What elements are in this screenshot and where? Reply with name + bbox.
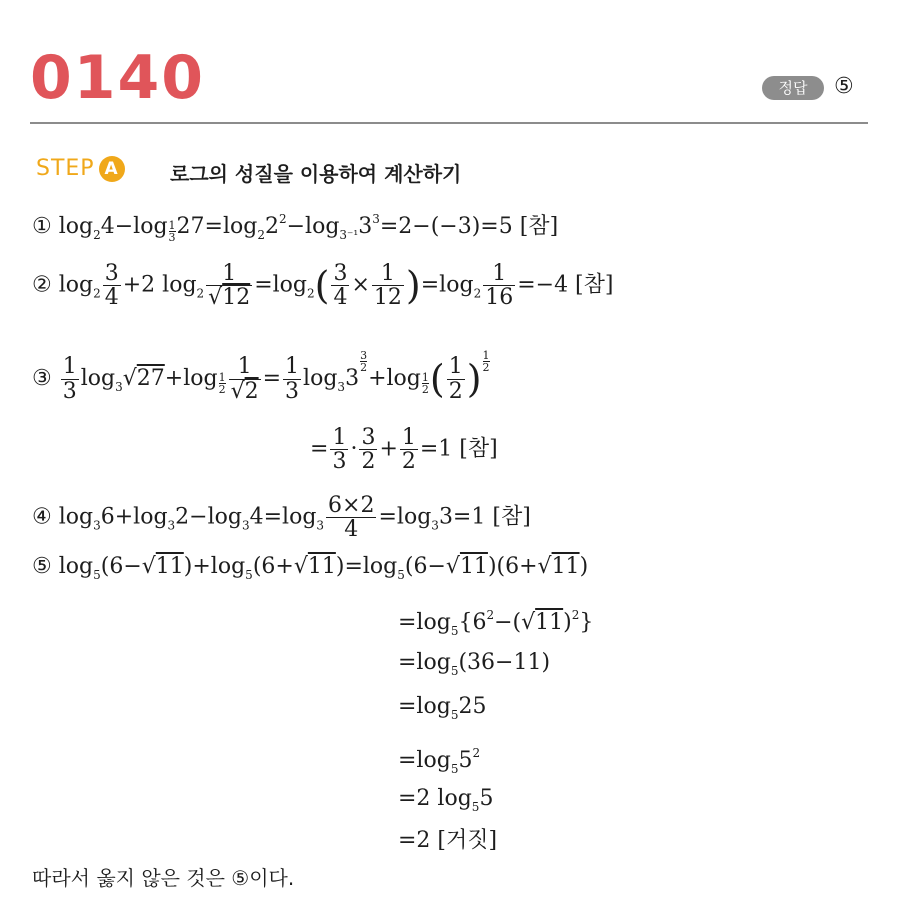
conclusion: 따라서 옳지 않은 것은 ⑤이다.: [32, 866, 295, 890]
step-badge: A: [99, 156, 125, 182]
step-label: [36, 156, 125, 182]
item-5: ⑤ $\log_5(6-√11)+\log_5(6+√11)=\log_5(6-√11)(6+√11)$: [32, 554, 589, 582]
item-4: ④ $\log_36+\log_32-\log_34=\log_3$ $\frac{6\times 2}{4}$ $=\log_33=1$ [참]: [32, 493, 531, 543]
item-5-step-2: $=\log_5(36-11)$: [398, 650, 551, 678]
item-3-cont: = $\frac{1}{3}$ · $\frac{3}{2}$ + $\frac{1}{2}$ =1 [참]: [310, 425, 498, 475]
item-5-step-1: $=\log_5\{6^2-(√11)^2\}$: [398, 608, 594, 638]
step-title: 로그의 성질을 이용하여 계산하기: [170, 162, 462, 186]
answer-value: ⑤: [834, 74, 854, 99]
item-5-step-3: $=\log_525$: [398, 694, 487, 722]
item-1: ① $\log_24-\log$ $\frac{1}{3}$ $27=\log_22^2-\log_{3^{-1}}3^3=2-(-3)=5$ [참]: [32, 212, 559, 244]
answer-badge: 정답: [762, 76, 824, 100]
step-text: STEP: [36, 156, 95, 181]
item-5-step-6: =2 [거짓]: [398, 828, 498, 853]
item-5-step-5: =2 $\log_55$: [398, 786, 494, 814]
item-2: ② $\log_2$ $\frac{3}{4}$ +2 $\log_2$ $\frac{1}{√12}$ $=\log_2$( $\frac{3}{4}$ × $\frac{1}{12}$ )$=\log_2$ $\frac{1}{16}$ =−4 [참]: [32, 261, 614, 311]
item-3: ③ $\frac{1}{3}$ $\log_3√27+\log$ $\frac{1}{2}$ $\frac{1}{√2}$ = $\frac{1}{3}$ $\log_33$ $\frac{3}{2}$ +log $\frac{1}{2}$ ( $\frac{1}{2}$ ) $\frac{1}{2}$: [32, 349, 490, 404]
problem-number: 0140: [30, 43, 205, 113]
divider: [30, 122, 868, 124]
item-5-step-4: $=\log_55^2$: [398, 746, 481, 776]
